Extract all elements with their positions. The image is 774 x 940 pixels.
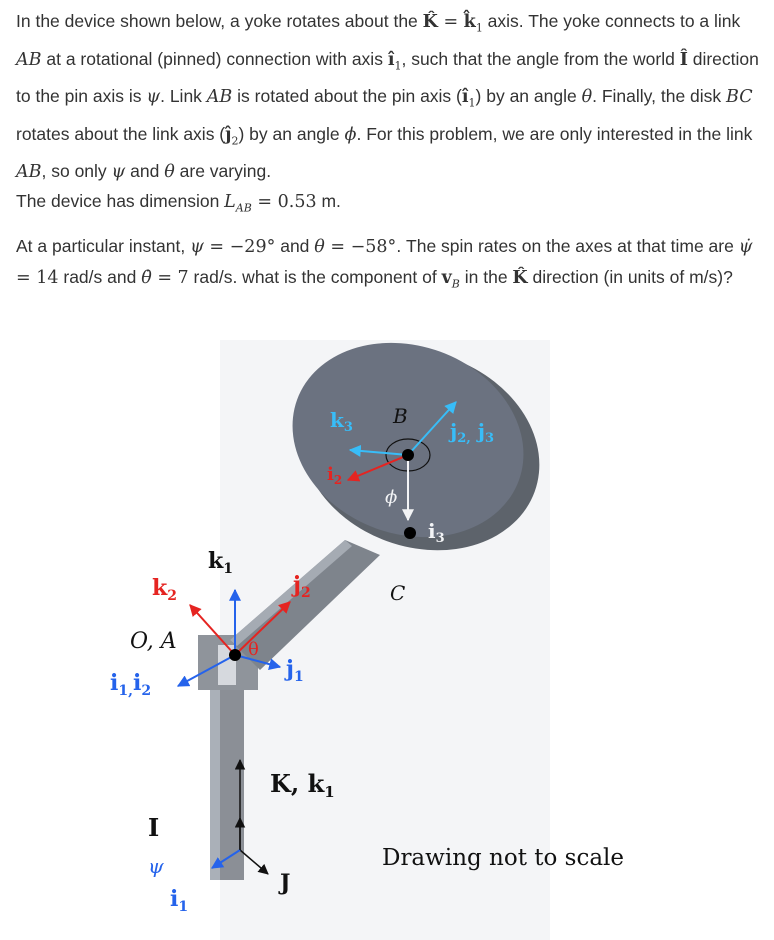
text: ) by an angle	[475, 86, 582, 106]
label-theta: θ	[248, 639, 259, 660]
math-j-hat: ĵ	[225, 124, 232, 145]
point-B	[402, 449, 414, 461]
label-j2: $j_2$	[293, 572, 311, 601]
text: . Link	[160, 86, 207, 106]
text: at a rotational (pinned) connection with axis	[41, 48, 388, 69]
math-i-hat: î	[461, 87, 469, 107]
math-sub: AB	[235, 201, 252, 215]
label-I: I	[148, 813, 160, 842]
label-k2: $k_2$	[152, 575, 177, 604]
math-sub: B	[451, 277, 460, 291]
math-sub: 1	[475, 21, 483, 35]
math-eq: = −58°	[324, 237, 397, 257]
text: . Finally, the disk	[592, 86, 727, 106]
problem-paragraph-2	[16, 186, 764, 224]
label-K-k1: K, $k_1$	[270, 769, 335, 801]
label-j2-j3: $j_{2,}$ $j_3$	[450, 419, 495, 446]
math-k-hat: k̂	[463, 12, 476, 32]
math-psi-dot: ψ̇	[738, 237, 753, 257]
problem-paragraph-3	[16, 231, 764, 300]
text: In the device shown below, a yoke rotates about the	[16, 11, 423, 31]
text: direction to the pin axis is	[16, 48, 759, 106]
text: . For this problem, we are only interested in the link	[356, 123, 753, 144]
point-C	[404, 527, 416, 539]
math-L: L	[224, 192, 236, 212]
math-K-hat: K̂	[512, 268, 528, 288]
point-A	[229, 649, 241, 661]
mechanism-figure	[90, 340, 625, 940]
problem-paragraph-1	[16, 6, 764, 187]
math-AB: AB	[16, 49, 42, 70]
math-sub: 2	[231, 134, 239, 147]
math-phi: ϕ	[344, 124, 357, 145]
text: The device has dimension	[16, 191, 225, 211]
math-theta: θ	[314, 237, 325, 257]
text: is rotated about the pin axis (	[232, 86, 462, 106]
math-v: v	[441, 268, 452, 288]
text: . The spin rates on the axes at that time are	[396, 236, 739, 256]
text: At a particular instant,	[16, 236, 191, 256]
math-AB: AB	[206, 87, 233, 107]
label-psi: ψ	[148, 854, 164, 878]
label-i1: $i_1$	[170, 886, 189, 915]
base-post-highlight	[210, 670, 220, 880]
math-theta-dot: θ̇	[141, 268, 152, 288]
label-k1: $k_1$	[208, 548, 233, 577]
label-C: C	[390, 581, 406, 605]
math-BC: BC	[726, 87, 753, 107]
math-sub: 1	[394, 59, 402, 72]
math-eq: = 7	[151, 268, 189, 288]
text: and	[275, 236, 315, 256]
text: direction (in units of m/s)?	[527, 267, 733, 287]
math-eq: = 14	[16, 268, 59, 288]
math-eq: = −29°	[203, 237, 276, 257]
text: rad/s. what is the component of	[188, 267, 442, 287]
math-I-hat: Î	[679, 49, 688, 70]
math-psi: ψ	[190, 237, 204, 257]
text: , so only	[41, 161, 112, 181]
text: and	[125, 161, 165, 181]
text: are varying.	[174, 161, 272, 181]
math-eq: =	[437, 12, 464, 32]
label-J: J	[280, 870, 291, 896]
math-sub: 1	[468, 96, 476, 110]
text: in the	[459, 267, 513, 287]
text: rad/s and	[58, 267, 142, 287]
math-eq: = 0.53	[251, 192, 317, 212]
label-phi: ϕ	[385, 487, 398, 508]
text: axis. The yoke connects to a link	[482, 11, 741, 31]
math-AB: AB	[16, 162, 42, 182]
label-i3: $i_3$	[428, 519, 445, 546]
math-theta: θ	[581, 87, 593, 107]
math-psi: ψ	[111, 162, 126, 182]
math-K-hat: K̂	[422, 12, 438, 32]
label-O-A: O, A	[130, 629, 177, 654]
label-i1-i2: $i_{1,}i_2$	[110, 670, 152, 699]
math-i-hat: î	[387, 49, 395, 70]
text: ) by an angle	[238, 123, 345, 144]
drawing-note: Drawing not to scale	[382, 845, 625, 871]
text: rotates about the link axis (	[16, 123, 226, 144]
text: , such that the angle from the world	[401, 48, 680, 69]
label-k3: $k_3$	[330, 408, 353, 435]
math-theta: θ	[164, 162, 175, 182]
text: m.	[316, 191, 341, 211]
label-B: B	[393, 404, 408, 428]
label-j1: $j_1$	[286, 656, 304, 685]
math-psi: ψ	[146, 87, 161, 107]
label-i2-disk: $i_2$	[327, 464, 343, 487]
